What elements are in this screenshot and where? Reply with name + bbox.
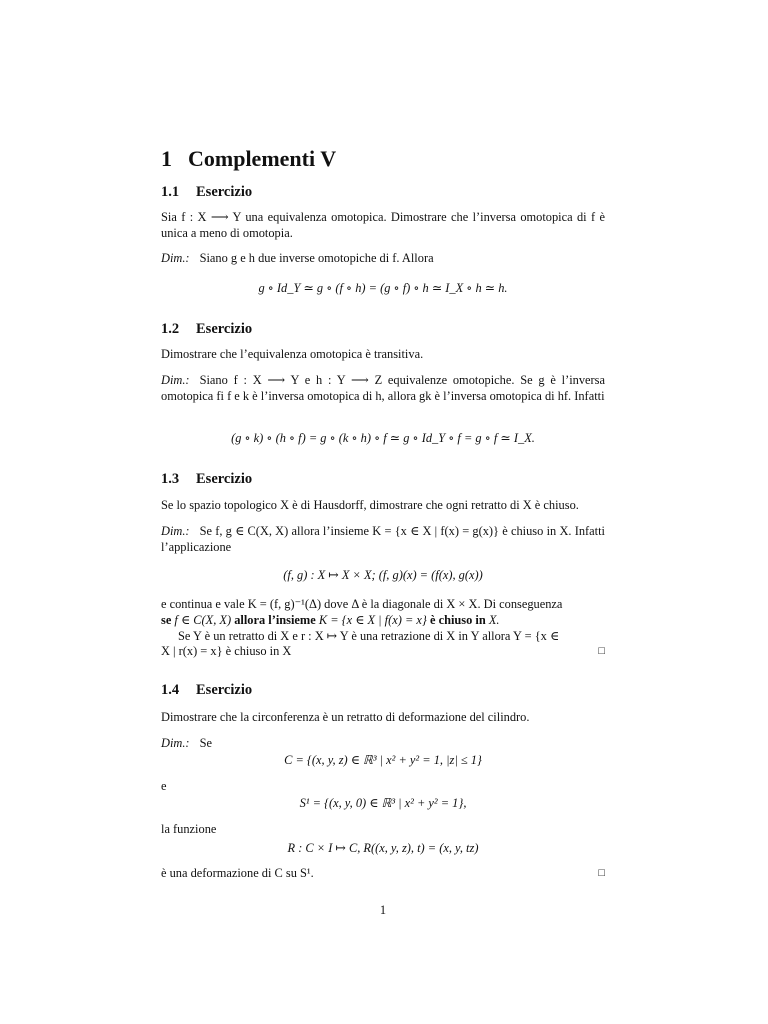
subsection-number: 1.3 [161,471,180,487]
exercise-4-function-label: la funzione [161,822,217,836]
paragraph-text: è una deformazione di C su S¹. [161,866,314,880]
math-text: K = {x ∈ X | f(x) = x} [315,613,430,627]
subsection-heading-1-3 [161,470,252,488]
subsection-heading-1-1 [161,183,252,201]
exercise-3-cont-line-3 [161,628,605,644]
exercise-3-text: Se lo spazio topologico X è di Hausdorff, dimostrare che ogni retratto di X è chiuso. [161,498,579,512]
exercise-2-equation: (g ∘ k) ∘ (h ∘ f) = g ∘ (k ∘ h) ∘ f ≃ g ∘ Id_Y ∘ f = g ∘ f ≃ I_X. [231,431,535,445]
dim-label: Dim.: [161,736,190,750]
section-heading [161,146,336,172]
subsection-number: 1.2 [161,321,180,337]
exercise-4-proof [161,735,605,751]
exercise-4-equation-1: C = {(x, y, z) ∈ ℝ³ | x² + y² = 1, |z| ≤ 1} [284,753,482,767]
subsection-number: 1.4 [161,682,180,698]
qed-symbol: □ [598,867,605,879]
exercise-3-cont-line-1: e continua e vale K = (f, g)⁻¹(Δ) dove Δ è la diagonale di X × X. Di conseguenza [161,597,563,611]
subsection-title: Esercizio [196,184,253,200]
exercise-2-proof [161,372,605,404]
exercise-3-cont-line-4 [161,643,605,659]
exercise-3-cont-line-2 [161,612,605,628]
exercise-2-text: Dimostrare che l’equivalenza omotopica è transitiva. [161,347,424,361]
section-title: Complementi V [188,146,337,171]
proof-text: Se [199,736,212,750]
exercise-4-text: Dimostrare che la circonferenza è un retratto di deformazione del cilindro. [161,710,530,724]
dim-label: Dim.: [161,373,190,387]
bold-text: allora l’insieme [234,613,316,627]
proof-text: Siano g e h due inverse omotopiche di f. Allora [199,251,434,265]
exercise-1-equation: g ∘ Id_Y ≃ g ∘ (f ∘ h) = (g ∘ f) ∘ h ≃ I_X ∘ h ≃ h. [258,281,508,295]
paragraph-text: Se Y è un retratto di X e r : X ↦ Y è una retrazione di X in Y allora Y = {x ∈ [178,629,560,643]
exercise-1-proof [161,250,605,266]
exercise-3-equation: (f, g) : X ↦ X × X; (f, g)(x) = (f(x), g(x)) [283,568,483,582]
paragraph-text: X | r(x) = x} è chiuso in X [161,644,292,658]
subsection-title: Esercizio [196,321,253,337]
subsection-title: Esercizio [196,682,253,698]
dim-label: Dim.: [161,251,190,265]
exercise-4-equation-2: S¹ = {(x, y, 0) ∈ ℝ³ | x² + y² = 1}, [299,796,467,810]
proof-text: Se f, g ∈ C(X, X) allora l’insieme K = {x ∈ X | f(x) = g(x)} è chiuso in X. Infatti l’applicazione [161,524,605,554]
qed-symbol: □ [598,645,605,657]
subsection-heading-1-4 [161,681,252,699]
math-text: X. [485,613,500,627]
exercise-4-end [161,865,605,881]
proof-text: Siano f : X ⟶ Y e h : Y ⟶ Z equivalenze omotopiche. Se g è l’inversa omotopica fi f e k è l’inversa omotopica di h, allora gk è l’inversa omotopica di hf. Infatti [161,373,605,403]
exercise-4-and: e [161,779,167,793]
subsection-heading-1-2 [161,320,252,338]
subsection-number: 1.1 [161,184,180,200]
dim-label: Dim.: [161,524,190,538]
bold-text: è chiuso in [429,613,486,627]
exercise-4-equation-3: R : C × I ↦ C, R((x, y, z), t) = (x, y, tz) [287,841,479,855]
math-text: f ∈ C(X, X) [171,613,235,627]
page-number: 1 [379,903,387,917]
section-number: 1 [161,146,172,171]
bold-text: se [161,613,172,627]
exercise-1-text: Sia f : X ⟶ Y una equivalenza omotopica. Dimostrare che l’inversa omotopica di f è unica a meno di omotopia. [161,210,605,240]
subsection-title: Esercizio [196,471,253,487]
exercise-3-proof [161,523,605,555]
